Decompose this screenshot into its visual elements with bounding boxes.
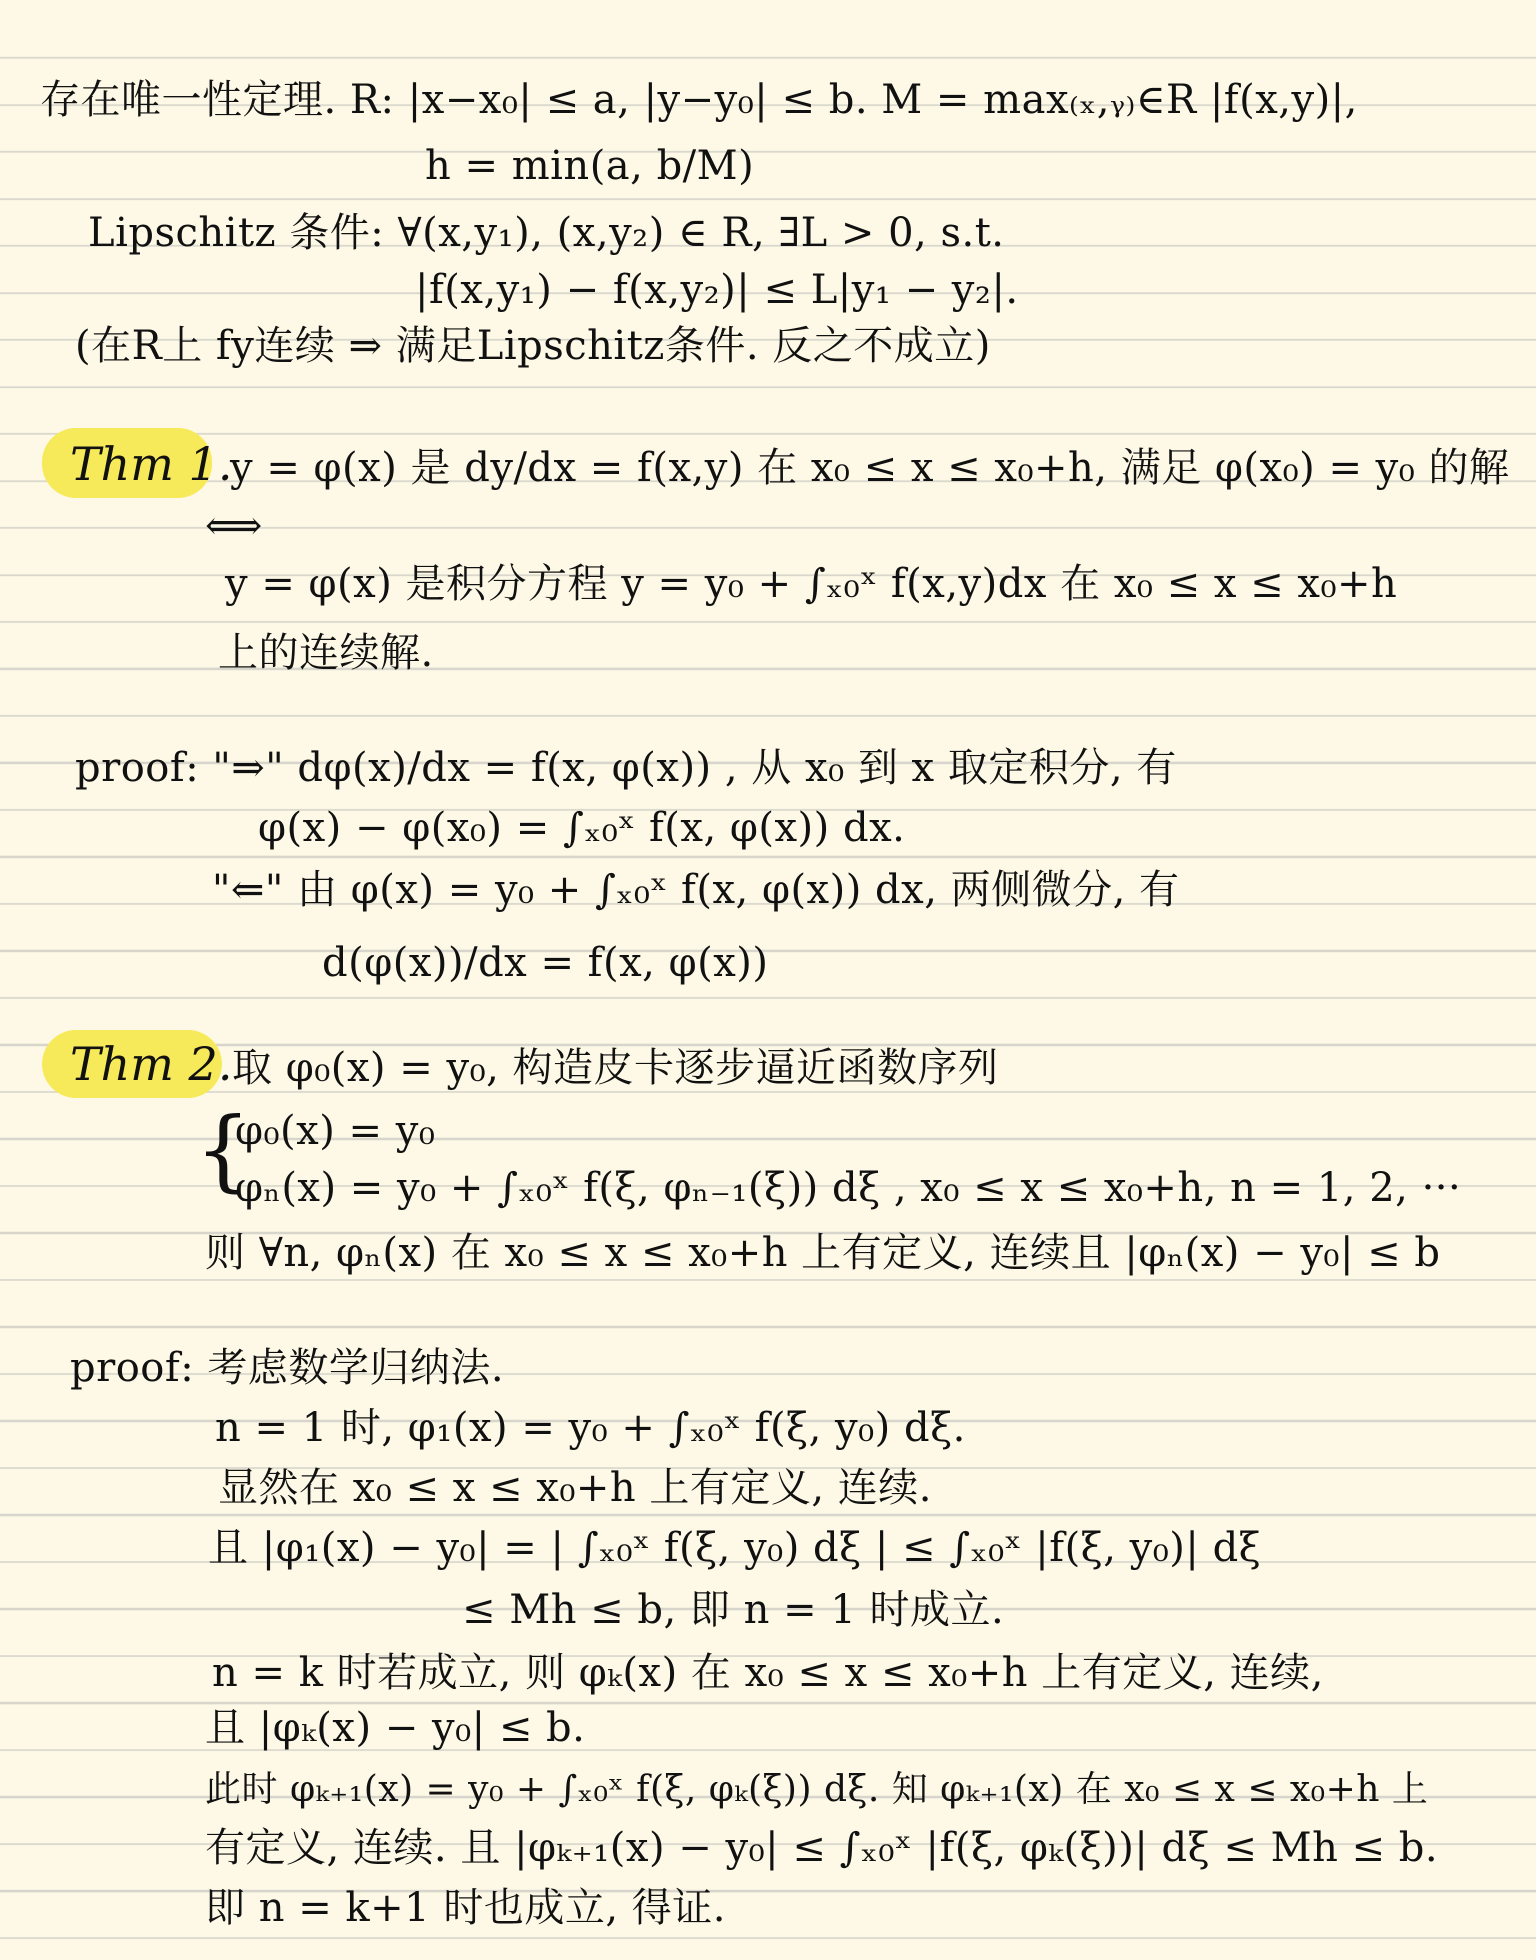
proof2-line-5: ≤ Mh ≤ b, 即 n = 1 时成立. <box>462 1587 1005 1633</box>
thm2-line-4: 则 ∀n, φₙ(x) 在 x₀ ≤ x ≤ x₀+h 上有定义, 连续且 |φₙ(x) − y₀| ≤ b <box>205 1230 1441 1276</box>
proof1-line-1: proof: "⇒" dφ(x)/dx = f(x, φ(x)) , 从 x₀ 到 x 取定积分, 有 <box>75 745 1177 791</box>
thm1-label: Thm 1. <box>70 437 233 491</box>
proof2-line-1: proof: 考虑数学归纳法. <box>70 1345 505 1391</box>
proof1-line-3: "⇐" 由 φ(x) = y₀ + ∫ₓ₀ˣ f(x, φ(x)) dx, 两侧微分, 有 <box>212 867 1180 913</box>
proof2-line-7: 且 |φₖ(x) − y₀| ≤ b. <box>205 1705 586 1751</box>
thm2-line-1: 取 φ₀(x) = y₀, 构造皮卡逐步逼近函数序列 <box>232 1045 999 1091</box>
proof2-line-8: 此时 φₖ₊₁(x) = y₀ + ∫ₓ₀ˣ f(ξ, φₖ(ξ)) dξ. 知 φₖ₊₁(x) 在 x₀ ≤ x ≤ x₀+h 上 <box>205 1769 1429 1810</box>
lipschitz-line-1: Lipschitz 条件: ∀(x,y₁), (x,y₂) ∈ R, ∃L > 0, s.t. <box>88 210 1005 256</box>
thm2-brace: { <box>195 1098 252 1201</box>
proof2-line-9: 有定义, 连续. 且 |φₖ₊₁(x) − y₀| ≤ ∫ₓ₀ˣ |f(ξ, φₖ(ξ))| dξ ≤ Mh ≤ b. <box>205 1825 1439 1871</box>
proof2-line-3: 显然在 x₀ ≤ x ≤ x₀+h 上有定义, 连续. <box>218 1465 932 1511</box>
thm2-label: Thm 2. <box>70 1037 233 1091</box>
proof2-line-10: 即 n = k+1 时也成立, 得证. <box>205 1885 726 1931</box>
thm2-line-3: φₙ(x) = y₀ + ∫ₓ₀ˣ f(ξ, φₙ₋₁(ξ)) dξ , x₀ ≤ x ≤ x₀+h, n = 1, 2, ··· <box>235 1165 1462 1211</box>
proof1-line-4: d(φ(x))/dx = f(x, φ(x)) <box>322 940 769 986</box>
proof2-line-6: n = k 时若成立, 则 φₖ(x) 在 x₀ ≤ x ≤ x₀+h 上有定义, 连续, <box>212 1650 1324 1696</box>
thm1-iff: ⟺ <box>205 503 263 549</box>
thm1-line-2: y = φ(x) 是积分方程 y = y₀ + ∫ₓ₀ˣ f(x,y)dx 在 x₀ ≤ x ≤ x₀+h <box>225 561 1398 607</box>
header-line-2: h = min(a, b/M) <box>425 143 755 189</box>
lipschitz-note: (在R上 fy连续 ⇒ 满足Lipschitz条件. 反之不成立) <box>75 323 991 369</box>
proof1-line-2: φ(x) − φ(x₀) = ∫ₓ₀ˣ f(x, φ(x)) dx. <box>258 805 906 851</box>
thm1-line-3: 上的连续解. <box>218 630 434 676</box>
lipschitz-line-2: |f(x,y₁) − f(x,y₂)| ≤ L|y₁ − y₂|. <box>415 267 1019 313</box>
proof2-line-2: n = 1 时, φ₁(x) = y₀ + ∫ₓ₀ˣ f(ξ, y₀) dξ. <box>215 1405 966 1451</box>
proof2-line-4: 且 |φ₁(x) − y₀| = | ∫ₓ₀ˣ f(ξ, y₀) dξ | ≤ ∫ₓ₀ˣ |f(ξ, y₀)| dξ <box>208 1525 1262 1571</box>
thm1-line-1: y = φ(x) 是 dy/dx = f(x,y) 在 x₀ ≤ x ≤ x₀+h, 满足 φ(x₀) = y₀ 的解 <box>230 445 1510 491</box>
header-line-1: 存在唯一性定理. R: |x−x₀| ≤ a, |y−y₀| ≤ b. M = max₍ₓ,ᵧ₎∈R |f(x,y)|, <box>40 77 1358 123</box>
thm2-line-2: φ₀(x) = y₀ <box>235 1108 436 1154</box>
